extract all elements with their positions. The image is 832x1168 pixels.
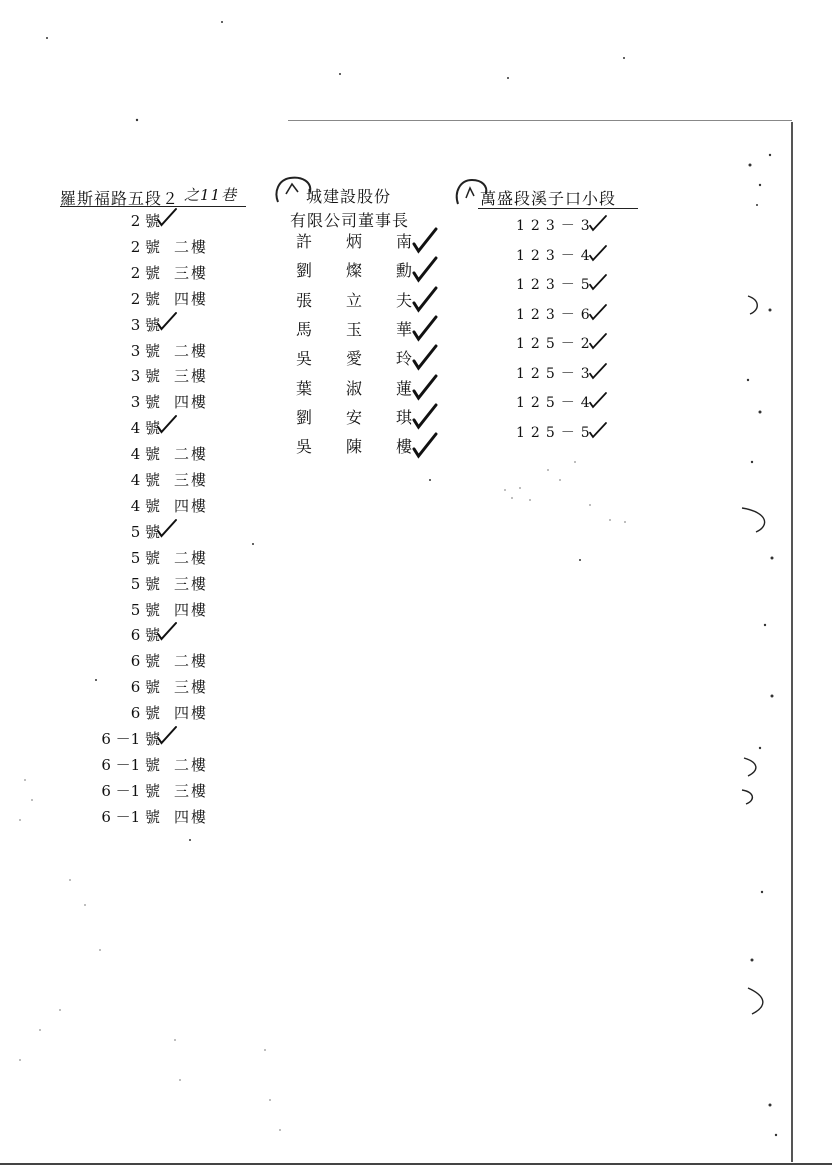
address-floor: 三樓 [174,367,209,386]
parcel-number: 123－6 [516,306,596,323]
name-character: 馬 [296,319,313,339]
address-number: 6 －1 號 [101,781,160,800]
address-floor: 二樓 [174,755,209,774]
address-number: 4 號 [130,445,160,464]
address-floor: 三樓 [174,781,209,800]
col3-header-text: 萬盛段溪子口小段 [480,189,617,208]
address-floor: 二樓 [174,652,209,671]
address-number: 4 號 [130,496,160,515]
col1-header-text: 羅斯福路五段２ [60,189,180,208]
address-number: 3 號 [130,315,160,334]
address-floor: 四樓 [174,496,209,515]
address-number: 5 號 [130,548,160,567]
address-number: 4 號 [130,471,160,489]
name-character: 華 [396,319,413,339]
address-number: 5 號 [130,574,160,593]
address-number: 4 號 [130,419,160,438]
name-character: 炳 [346,232,363,251]
col2-header-line2: 有限公司董事長 [290,211,410,230]
name-character: 劉 [296,261,313,281]
name-character: 立 [346,290,363,310]
address-floor: 四樓 [174,704,209,723]
parcel-number: 125－5 [516,424,596,441]
name-character: 南 [396,232,413,251]
address-number: 3 號 [130,393,160,412]
name-character: 安 [346,407,363,427]
address-floor: 二樓 [174,445,209,464]
address-number: 5 號 [130,600,160,619]
name-character: 劉 [296,407,313,427]
name-character: 玉 [346,319,363,339]
name-character: 葉 [296,378,313,398]
address-number: 3 號 [130,341,160,360]
address-number: 3 號 [130,367,160,386]
col2-header-line1: 城建設股份 [306,187,392,206]
address-floor: 三樓 [174,574,209,593]
address-number: 6 號 [130,652,160,671]
name-character: 愛 [346,349,363,369]
address-number: 5 號 [130,522,160,541]
address-number: 6 －1 號 [101,807,160,826]
address-number: 6 號 [130,704,160,723]
name-character: 陳 [346,437,363,457]
address-floor: 二樓 [174,548,209,567]
address-floor: 四樓 [174,289,209,308]
parcel-number: 123－3 [516,218,596,234]
name-character: 勳 [396,261,413,281]
parcel-number: 125－4 [516,395,596,411]
address-number: 2 號 [130,263,160,282]
name-character: 吳 [296,349,313,369]
parcel-number: 125－2 [516,336,596,352]
name-character: 樓 [396,437,413,457]
parcel-number: 123－4 [516,247,596,264]
address-number: 6 －1 號 [101,730,160,748]
name-character: 蓮 [396,378,413,398]
address-number: 6 號 [130,626,160,645]
name-character: 吳 [296,437,313,457]
parcel-number: 125－3 [516,365,596,382]
address-number: 6 號 [130,678,160,697]
address-floor: 三樓 [174,678,209,697]
address-floor: 二樓 [174,237,209,256]
name-character: 夫 [396,290,413,310]
name-character: 許 [296,232,313,251]
address-floor: 四樓 [174,807,209,826]
name-character: 淑 [346,378,363,398]
name-character: 張 [296,290,313,310]
col1-header-handwritten: 之11巷 [184,186,238,204]
address-floor: 三樓 [174,471,209,489]
address-floor: 四樓 [174,393,209,412]
parcel-number: 123－5 [516,277,596,293]
name-character: 燦 [346,261,363,281]
address-number: 2 號 [130,289,160,308]
address-number: 6 －1 號 [101,755,160,774]
name-character: 玲 [396,349,413,369]
address-floor: 四樓 [174,600,209,619]
address-floor: 二樓 [174,341,209,360]
address-number: 2 號 [130,237,160,256]
name-character: 琪 [396,407,413,427]
address-floor: 三樓 [174,263,209,282]
address-number: 2 號 [130,212,160,230]
